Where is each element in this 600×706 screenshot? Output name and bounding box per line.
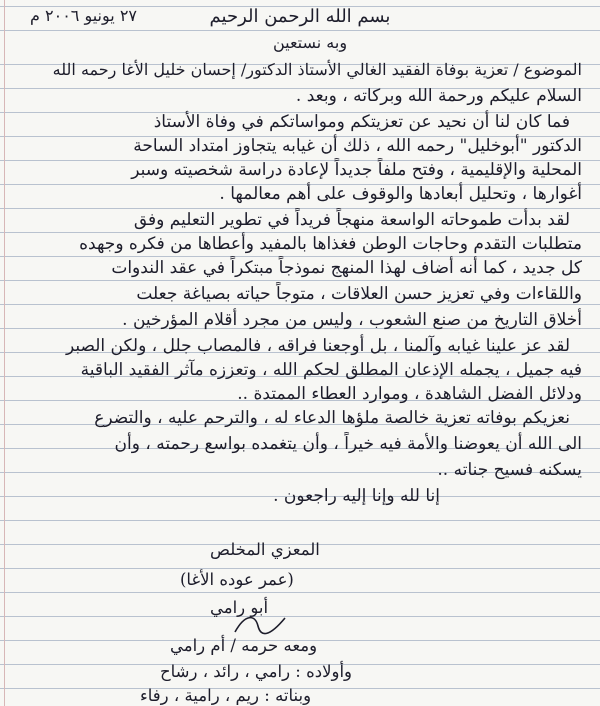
body-line: فيه جميل ، يجمله الإذعان المطلق لحكم الله ، وتعززه مآثر الفقيد الباقية <box>80 360 582 380</box>
invocation-line: وبه نستعين <box>272 33 348 52</box>
body-line: لقد بدأت طموحاته الواسعة منهجاً فريداً في تطوير التعليم وفق <box>133 210 570 230</box>
closing-verse: إنا لله وإنا إليه راجعون . <box>273 486 440 506</box>
greeting-line: السلام عليكم ورحمة الله وبركاته ، وبعد . <box>295 86 582 106</box>
body-line: يسكنه فسيح جناته .. <box>437 460 582 480</box>
signature-daughters: وبناته : ريم ، رامية ، رفاء <box>140 686 312 705</box>
body-line: أخلاق التاريخ من صنع الشعوب ، وليس من مجرد أقلام المؤرخين . <box>122 310 582 330</box>
body-line: الى الله أن يعوضنا والأمة فيه خيراً ، وأن يتغمده بواسع رحمته ، وأن <box>114 434 582 454</box>
signature-name: (عمر عوده الأغا) <box>180 570 294 589</box>
signature-title: المعزي المخلص <box>210 540 320 559</box>
signature-scribble <box>230 612 290 638</box>
body-line: الدكتور "أبوخليل" رحمه الله ، ذلك أن غيابه يتجاوز امتداد الساحة <box>133 136 582 156</box>
body-line: المحلية والإقليمية ، وفتح ملفاً جديداً لإعادة دراسة شخصيته وسبر <box>131 160 582 180</box>
body-line: أغوارها ، وتحليل أبعادها والوقوف على أهم معالمها . <box>219 184 582 204</box>
body-line: متطلبات التقدم وحاجات الوطن فغذاها بالمفيد وأعطاها من فكره وجهده <box>79 234 582 254</box>
basmala-heading: بسم الله الرحمن الرحيم <box>209 6 391 27</box>
body-line: نعزيكم بوفاته تعزية خالصة ملؤها الدعاء له ، والترحم عليه ، والتضرع <box>94 408 570 428</box>
body-line: واللقاءات وفي تعزيز حسن العلاقات ، متوجاً حياته بصياغة جعلت <box>136 284 582 304</box>
letter-date: ٢٧ يونيو ٢٠٠٦ م <box>30 6 137 25</box>
body-line: لقد عز علينا غيابه وآلمنا ، بل أوجعنا فراقه ، فالمصاب جلل ، ولكن الصبر <box>66 336 570 356</box>
body-line: كل جديد ، كما أنه أضاف لهذا المنهج نموذجاً مبتكراً في عقد الندوات <box>111 258 582 278</box>
body-line: فما كان لنا أن نحيد عن تعزيتكم ومواساتكم في وفاة الأستاذ <box>153 112 570 132</box>
subject-line: الموضوع / تعزية بوفاة الفقيد الغالي الأستاذ الدكتور/ إحسان خليل الأغا رحمه الله <box>52 60 582 79</box>
signature-kunya: أبو رامي <box>210 598 269 617</box>
signature-sons: وأولاده : رامي ، رائد ، رشاح <box>160 662 353 681</box>
signature-wife: ومعه حرمه / أم رامي <box>170 636 318 655</box>
body-line: ودلائل الفضل الشاهدة ، وموارد العطاء الممتدة .. <box>237 384 582 404</box>
margin-line <box>4 0 5 706</box>
